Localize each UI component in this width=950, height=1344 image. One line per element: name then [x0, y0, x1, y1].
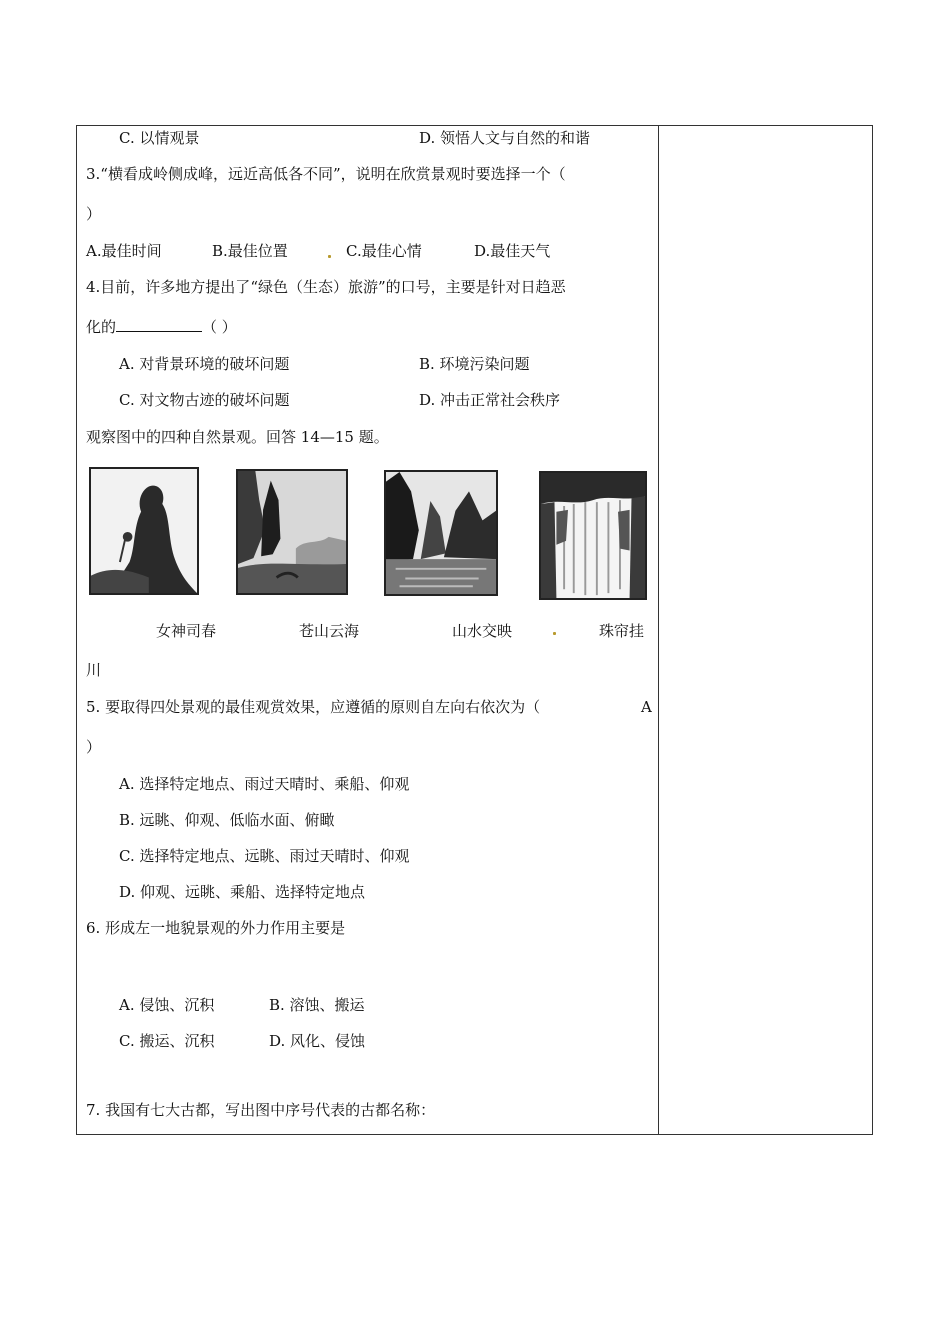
q4-option-b: B. 环境污染问题	[419, 355, 530, 373]
q5-stem: 5. 要取得四处景观的最佳观赏效果，应遵循的原则自左向右依次为（	[86, 698, 541, 716]
q6-option-c: C. 搬运、沉积	[119, 1032, 215, 1050]
caption-waterfall: 珠帘挂	[599, 622, 645, 640]
figure-intro: 观察图中的四种自然景观。回答 14—15 题。	[86, 428, 389, 446]
answer-blank	[116, 317, 202, 332]
landscape-photo-cloud-sea	[236, 469, 348, 595]
q6-option-b: B. 溶蚀、搬运	[269, 996, 365, 1014]
q3-stem: 3.“横看成岭侧成峰，远近高低各不同”，说明在欣赏景观时要选择一个（	[86, 165, 566, 183]
q5-answer: A	[641, 698, 652, 716]
q7-stem: 7. 我国有七大古都，写出图中序号代表的古都名称：	[86, 1101, 436, 1119]
q4-option-c: C. 对文物古迹的破坏问题	[119, 391, 290, 409]
q4-option-d: D. 冲击正常社会秩序	[419, 391, 561, 409]
q6-option-a: A. 侵蚀、沉积	[119, 996, 215, 1014]
q6-stem: 6. 形成左一地貌景观的外力作用主要是	[86, 919, 346, 937]
speck	[328, 255, 331, 258]
q2-option-d: D. 领悟人文与自然的和谐	[419, 129, 591, 147]
caption-mountain-water: 山水交映	[452, 622, 513, 640]
q5-option-c: C. 选择特定地点、远眺、雨过天晴时、仰观	[119, 847, 410, 865]
q3-option-a: A.最佳时间	[86, 242, 162, 260]
landscape-photo-goddess	[89, 467, 199, 595]
q3-option-b: B.最佳位置	[212, 242, 288, 260]
q5-option-d: D. 仰观、远眺、乘船、选择特定地点	[119, 883, 366, 901]
q4-stem-suffix: （ ）	[202, 318, 237, 336]
column-divider	[658, 125, 659, 1135]
caption-goddess: 女神司春	[156, 622, 217, 640]
q4-option-a: A. 对背景环境的破坏问题	[119, 355, 290, 373]
q5-option-a: A. 选择特定地点、雨过天晴时、乘船、仰观	[119, 775, 410, 793]
landscape-photo-mountain-water	[384, 470, 498, 596]
speck	[553, 632, 556, 635]
q4-stem-prefix: 化的	[86, 318, 117, 336]
q5-stem-end: ）	[86, 738, 102, 756]
caption-cloud-sea: 苍山云海	[299, 622, 360, 640]
caption-waterfall-wrap: 川	[86, 661, 102, 679]
q6-option-d: D. 风化、侵蚀	[269, 1032, 366, 1050]
q3-stem-end: ）	[86, 205, 102, 223]
q3-option-d: D.最佳天气	[474, 242, 551, 260]
q4-stem-line2	[86, 317, 237, 337]
q4-stem: 4.目前，许多地方提出了“绿色（生态）旅游”的口号，主要是针对日趋恶	[86, 278, 566, 296]
landscape-photo-waterfall	[539, 471, 647, 600]
q2-option-c: C. 以情观景	[119, 129, 200, 147]
q5-option-b: B. 远眺、仰观、低临水面、俯瞰	[119, 811, 335, 829]
q3-option-c: C.最佳心情	[346, 242, 422, 260]
